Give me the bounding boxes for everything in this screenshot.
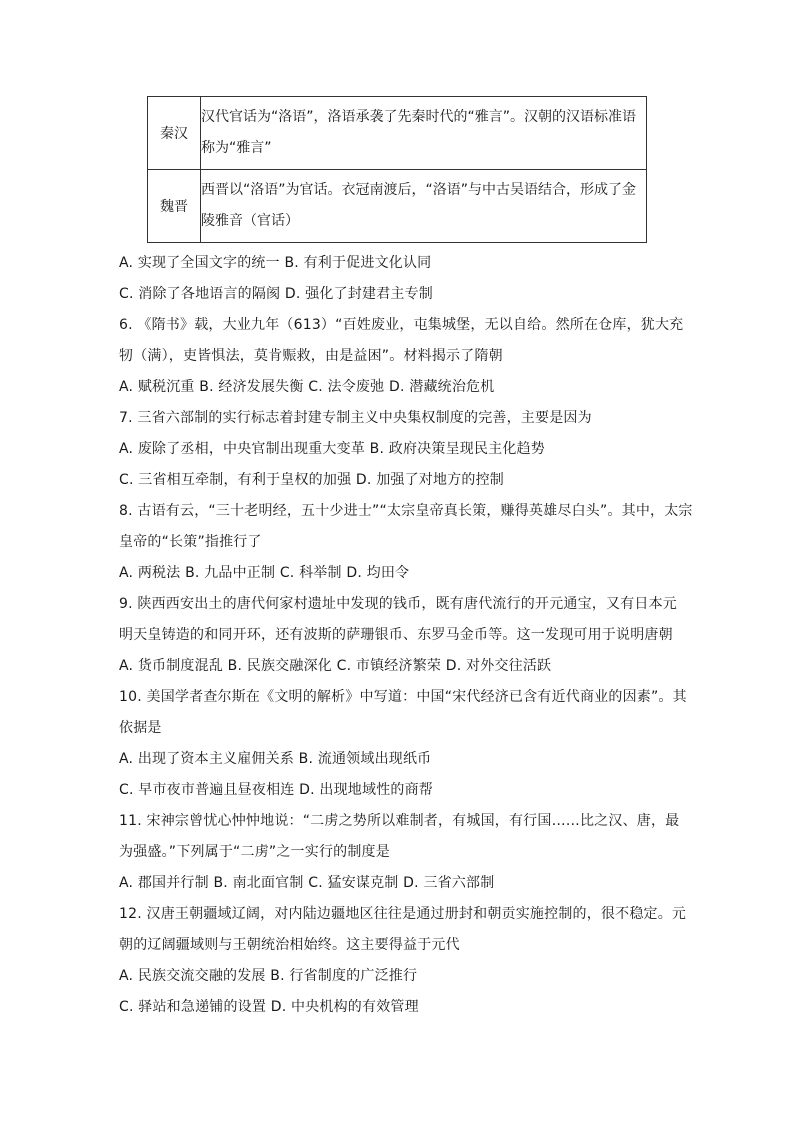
q12-options-line-1: A. 民族交流交融的发展 B. 行省制度的广泛推行 xyxy=(119,968,418,984)
q11-stem-line-1: 11. 宋神宗曾忧心忡忡地说：“二虏之势所以难制者，有城国，有行国……比之汉、唐，最 xyxy=(119,813,680,829)
q6-stem-line-2: 牣（满），吏皆惧法，莫肯赈救，由是益困”。材料揭示了隋朝 xyxy=(119,348,503,364)
description-cell xyxy=(201,97,647,170)
q11-stem-line-2: 为强盛。”下列属于“二虏”之一实行的制度是 xyxy=(119,844,390,860)
q8-stem-line-2: 皇帝的“长策”指推行了 xyxy=(119,534,262,550)
q10-options-line-1: A. 出现了资本主义雇佣关系 B. 流通领域出现纸币 xyxy=(119,751,432,767)
q5-options-line-1: A. 实现了全国文字的统一 B. 有利于促进文化认同 xyxy=(119,255,432,271)
q11-options: A. 郡国并行制 B. 南北面官制 C. 猛安谋克制 D. 三省六部制 xyxy=(119,875,495,891)
q9-stem-line-1: 9. 陕西西安出土的唐代何家村遗址中发现的钱币，既有唐代流行的开元通宝，又有日本元 xyxy=(119,596,678,612)
table-row xyxy=(148,97,647,170)
q10-stem-line-2: 依据是 xyxy=(119,720,162,736)
q6-options: A. 赋税沉重 B. 经济发展失衡 C. 法令废弛 D. 潜藏统治危机 xyxy=(119,379,495,395)
dynasty-language-table xyxy=(147,96,647,243)
description-line: 汉代官话为“洛语”，洛语承袭了先秦时代的“雅言”。汉朝的汉语标准语 xyxy=(201,109,637,125)
question-text-block xyxy=(119,248,693,1023)
description-line: 称为“雅言” xyxy=(201,140,272,156)
description-line: 西晋以“洛语”为官话。衣冠南渡后，“洛语”与中古吴语结合，形成了金 xyxy=(201,182,637,198)
q9-options: A. 货币制度混乱 B. 民族交融深化 C. 市镇经济繁荣 D. 对外交往活跃 xyxy=(119,658,552,674)
era-cell: 秦汉 xyxy=(148,97,201,170)
q10-options-line-2: C. 早市夜市普遍且昼夜相连 D. 出现地域性的商帮 xyxy=(119,782,434,798)
era-cell: 魏晋 xyxy=(148,170,201,243)
q7-options-line-2: C. 三省相互牵制，有利于皇权的加强 D. 加强了对地方的控制 xyxy=(119,472,505,488)
q7-stem: 7. 三省六部制的实行标志着封建专制主义中央集权制度的完善，主要是因为 xyxy=(119,410,592,426)
q9-stem-line-2: 明天皇铸造的和同开环，还有波斯的萨珊银币、东罗马金币等。这一发现可用于说明唐朝 xyxy=(119,627,673,643)
q8-options: A. 两税法 B. 九品中正制 C. 科举制 D. 均田令 xyxy=(119,565,410,581)
q12-stem-line-2: 朝的辽阔疆域则与王朝统治相始终。这主要得益于元代 xyxy=(119,937,460,953)
q10-stem-line-1: 10. 美国学者查尔斯在《文明的解析》中写道：中国“宋代经济已含有近代商业的因素”。其 xyxy=(119,689,687,705)
q12-options-line-2: C. 驿站和急递铺的设置 D. 中央机构的有效管理 xyxy=(119,999,419,1015)
q7-options-line-1: A. 废除了丞相，中央官制出现重大变革 B. 政府决策呈现民主化趋势 xyxy=(119,441,545,457)
q12-stem-line-1: 12. 汉唐王朝疆域辽阔，对内陆边疆地区往往是通过册封和朝贡实施控制的，很不稳定。元 xyxy=(119,906,687,922)
q6-stem-line-1: 6. 《隋书》载，大业九年（613）“百姓废业，屯集城堡，无以自给。然所在仓库，犹大充 xyxy=(119,317,684,333)
q5-options-line-2: C. 消除了各地语言的隔阂 D. 强化了封建君主专制 xyxy=(119,286,434,302)
description-cell xyxy=(201,170,647,243)
description-line: 陵雅音（官话） xyxy=(201,213,299,229)
table-row xyxy=(148,170,647,243)
q8-stem-line-1: 8. 古语有云，“三十老明经，五十少进士”“太宗皇帝真长策，赚得英雄尽白头”。其中，太宗 xyxy=(119,503,693,519)
